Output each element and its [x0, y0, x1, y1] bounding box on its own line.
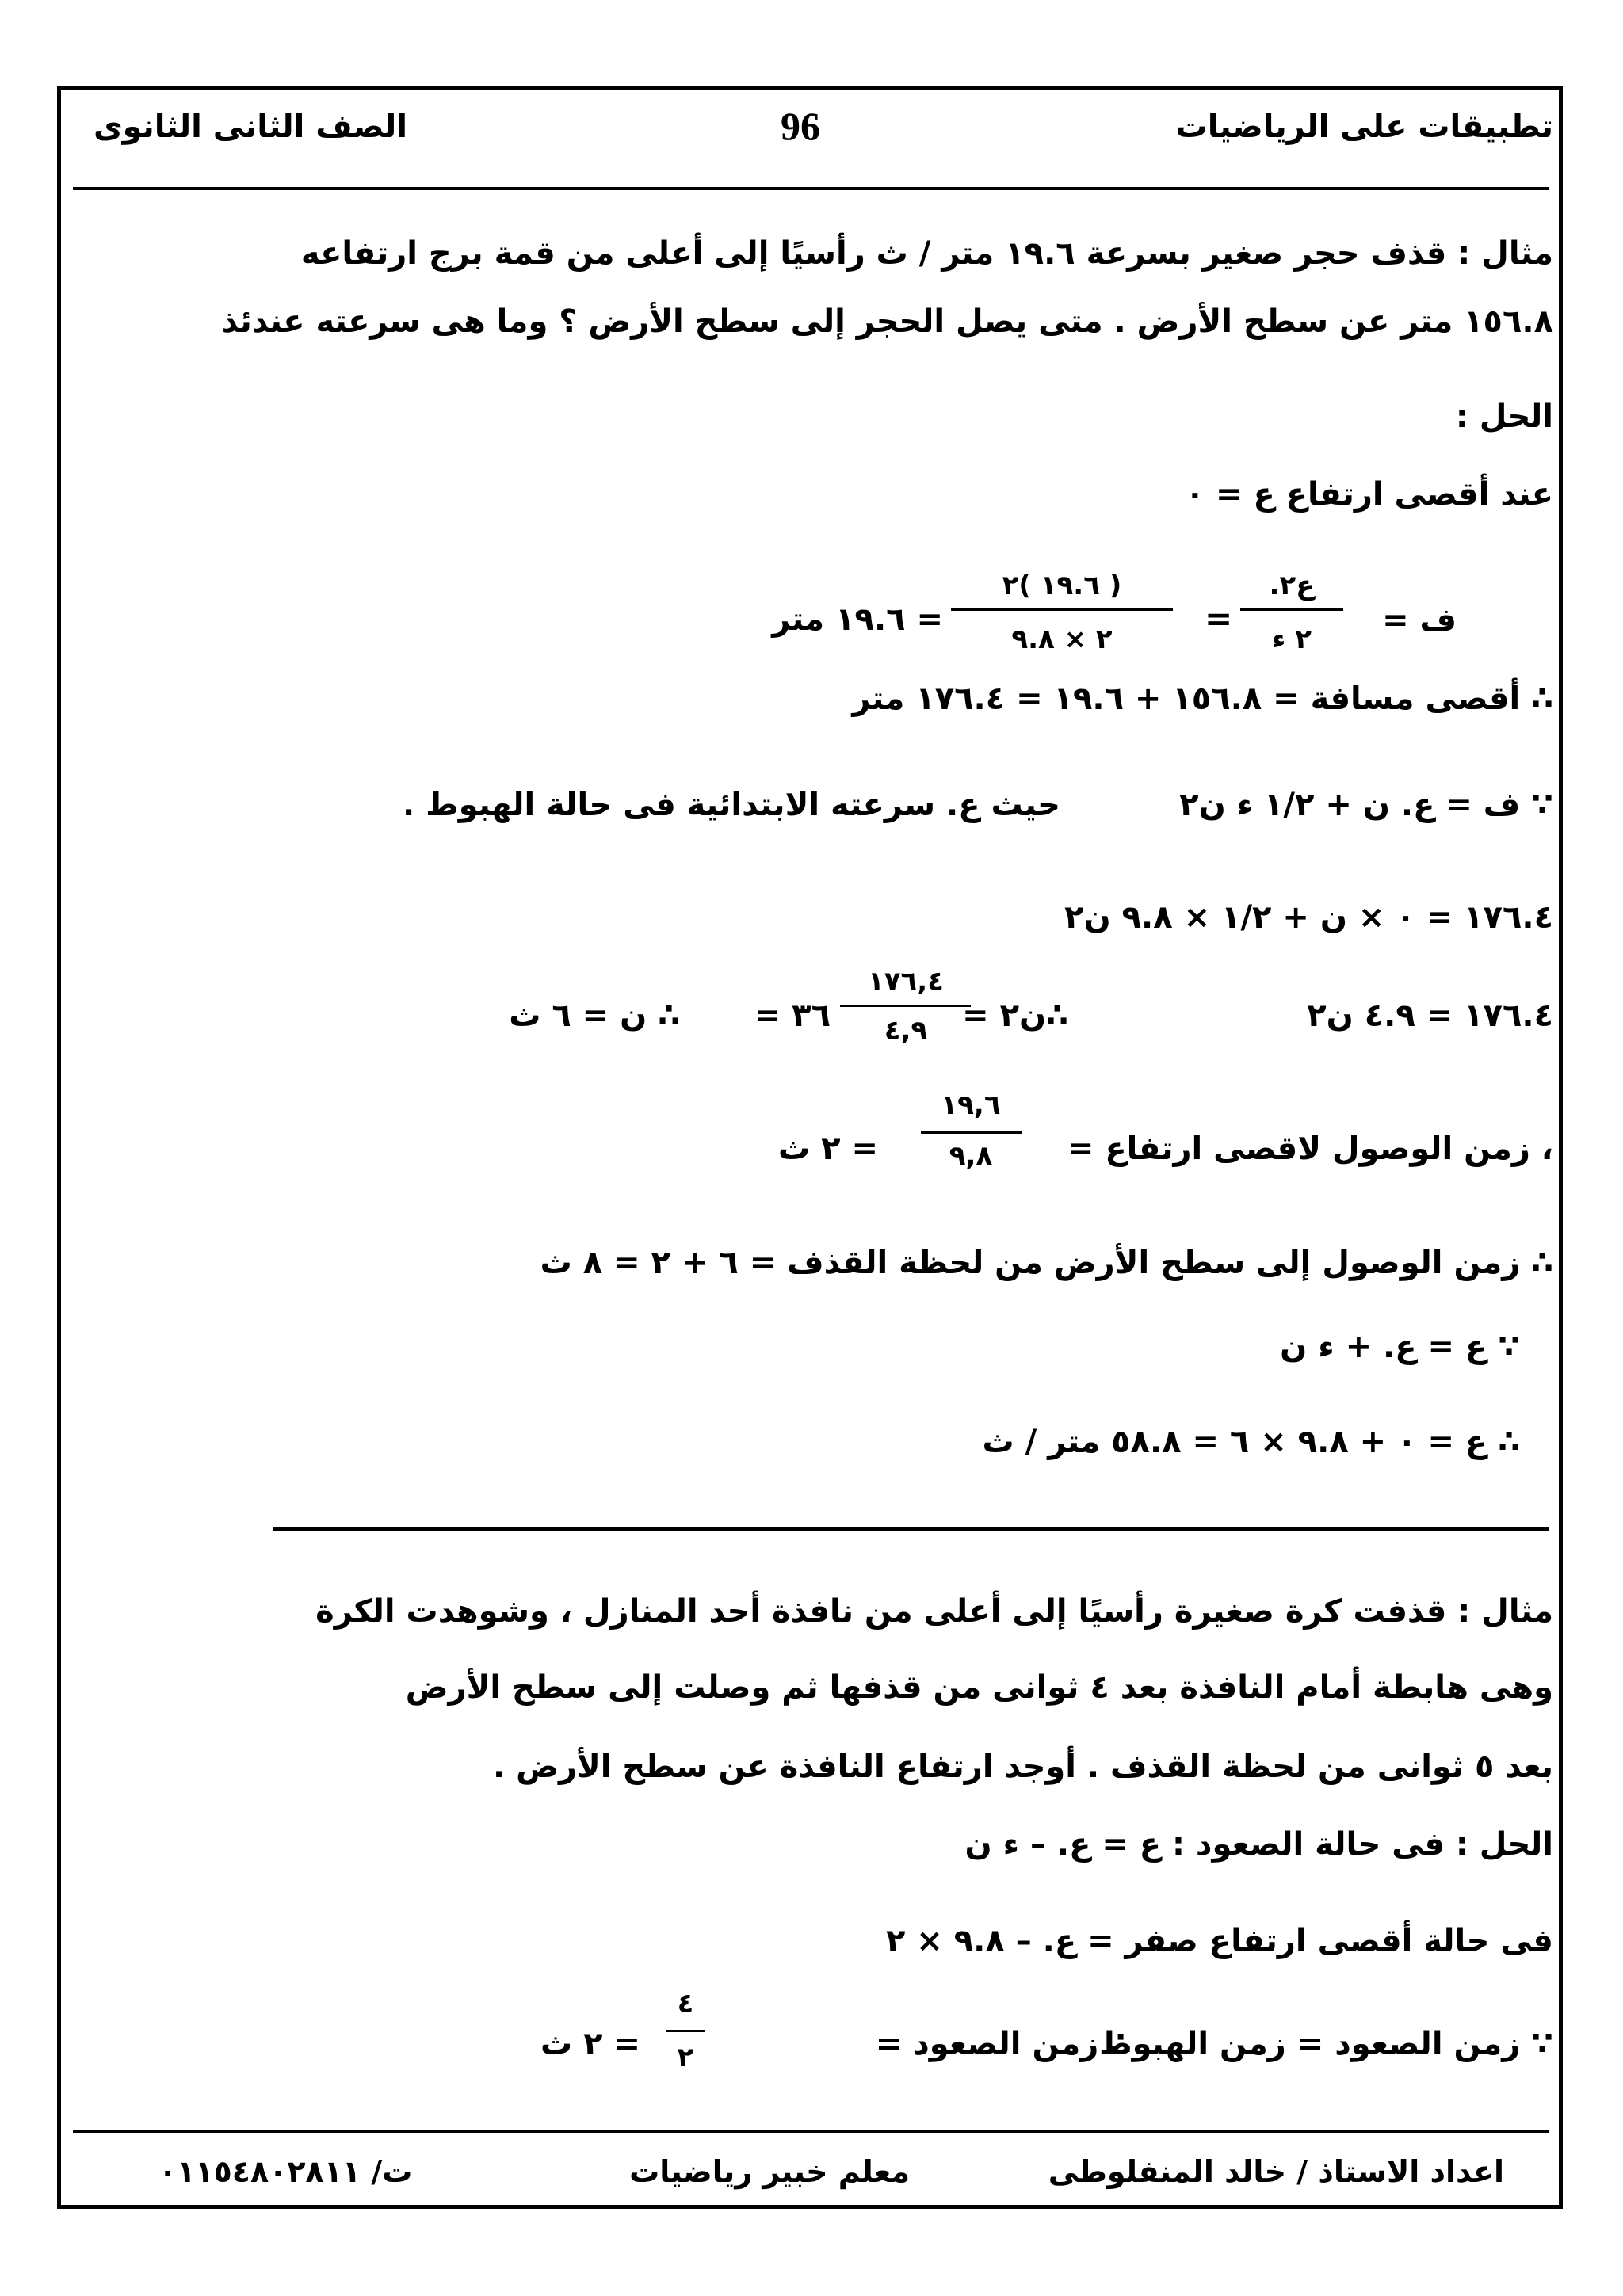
grade-label: الصف الثانى الثانوى — [94, 109, 408, 145]
n-squared-result: = ٣٦ — [754, 997, 831, 1034]
formula-bar2 — [951, 608, 1173, 611]
up-time-frac-num: ٤ — [677, 1988, 694, 2019]
example1-solution-label: الحل : — [1455, 399, 1553, 435]
book-title: تطبيقات على الرياضيات — [1175, 109, 1553, 145]
formula-result: = ١٩.٦ متر — [772, 601, 943, 638]
motion-equation: ∵ ف = ع. ن + ١/٢ ء ن٢ — [1179, 787, 1553, 823]
time-to-max-result: = ٢ ث — [778, 1131, 878, 1167]
formula-den2: ٢ × ٩.٨ — [1011, 624, 1113, 655]
example2-question-line3: بعد ٥ ثوانى من لحظة القذف . أوجد ارتفاع النافذة عن سطح الأرض . — [493, 1749, 1553, 1785]
example1-question-line1: مثال : قذف حجر صغير بسرعة ١٩.٦ متر / ث رأسيًا إلى أعلى من قمة برج ارتفاعه — [300, 235, 1553, 272]
formula-bar1 — [1240, 608, 1343, 611]
n-squared-frac-den: ٤,٩ — [884, 1015, 928, 1047]
up-time-result: = ٢ ث — [540, 2026, 640, 2062]
motion-equation-note: حيث ع. سرعته الابتدائية فى حالة الهبوط . — [403, 787, 1060, 823]
up-time-frac-den: ٢ — [677, 2042, 694, 2073]
formula-lhs: ف = — [1382, 602, 1457, 639]
time-to-max-line: ، زمن الوصول لاقصى ارتفاع = — [1067, 1131, 1553, 1167]
n-squared-frac-bar — [840, 1005, 971, 1007]
up-time-frac-bar — [666, 2030, 705, 2032]
velocity-formula: ∵ ع = ع. + ء ن — [1280, 1329, 1520, 1365]
footer-divider — [73, 2130, 1549, 2133]
example2-question-line1: مثال : قذفت كرة صغيرة رأسيًا إلى أعلى من نافذة أحد المنازل ، وشوهدت الكرة — [315, 1593, 1553, 1630]
time-frac-bar — [921, 1131, 1022, 1134]
section-divider — [273, 1527, 1549, 1531]
formula-num2: ( ١٩.٦ )٢ — [1002, 570, 1122, 601]
max-distance-line: ∴ أقصى مسافة = ١٥٦.٨ + ١٩.٦ = ١٧٦.٤ متر — [852, 681, 1553, 717]
example1-max-height-line: عند أقصى ارتفاع ع = ٠ — [1185, 476, 1553, 513]
time-frac-den: ٩,٨ — [949, 1140, 993, 1172]
example2-question-line2: وهى هابطة أمام النافذة بعد ٤ ثوانى من قذفها ثم وصلت إلى سطح الأرض — [405, 1669, 1553, 1706]
footer-author: اعداد الاستاذ / خالد المنفلوطى — [1048, 2154, 1504, 2189]
n-result: ∴ ن = ٦ ث — [509, 997, 680, 1034]
up-down-time-line: ∵ زمن الصعود = زمن الهبوط — [1099, 2026, 1553, 2062]
footer-phone: ت/ ٠١١٥٤٨٠٢٨١١ — [158, 2154, 413, 2189]
formula-num1: ع٢. — [1269, 570, 1315, 601]
n-squared-frac-num: ١٧٦,٤ — [868, 966, 944, 997]
n-squared-label: ∴ن٢ = — [962, 997, 1068, 1034]
formula-den1: ٢ ء — [1272, 624, 1312, 655]
example1-question-line2: ١٥٦.٨ متر عن سطح الأرض . متى يصل الحجر إلى سطح الأرض ؟ وما هى سرعته عندئذ — [221, 303, 1553, 340]
up-time-label: ∴ زمن الصعود = — [875, 2026, 1132, 2062]
time-frac-num: ١٩,٦ — [941, 1089, 1001, 1121]
header-divider — [73, 187, 1549, 190]
formula-equals1: = — [1205, 599, 1233, 638]
substitution-line: ١٧٦.٤ = ٠ × ن + ١/٢ × ٩.٨ ن٢ — [1064, 899, 1553, 936]
page-number: 96 — [781, 104, 820, 148]
simplify-line: ١٧٦.٤ = ٤.٩ ن٢ — [1307, 997, 1553, 1034]
example2-max-line: فى حالة أقصى ارتفاع صفر = ع. – ٩.٨ × ٢ — [885, 1923, 1553, 1959]
footer-role: معلم خبير رياضيات — [629, 2154, 910, 2189]
example2-solution-line: الحل : فى حالة الصعود : ع = ع. – ء ن — [964, 1826, 1553, 1863]
total-time-line: ∴ زمن الوصول إلى سطح الأرض من لحظة القذف = ٦ + ٢ = ٨ ث — [540, 1245, 1553, 1281]
velocity-result: ∴ ع = ٠ + ٩.٨ × ٦ = ٥٨.٨ متر / ث — [982, 1424, 1520, 1460]
